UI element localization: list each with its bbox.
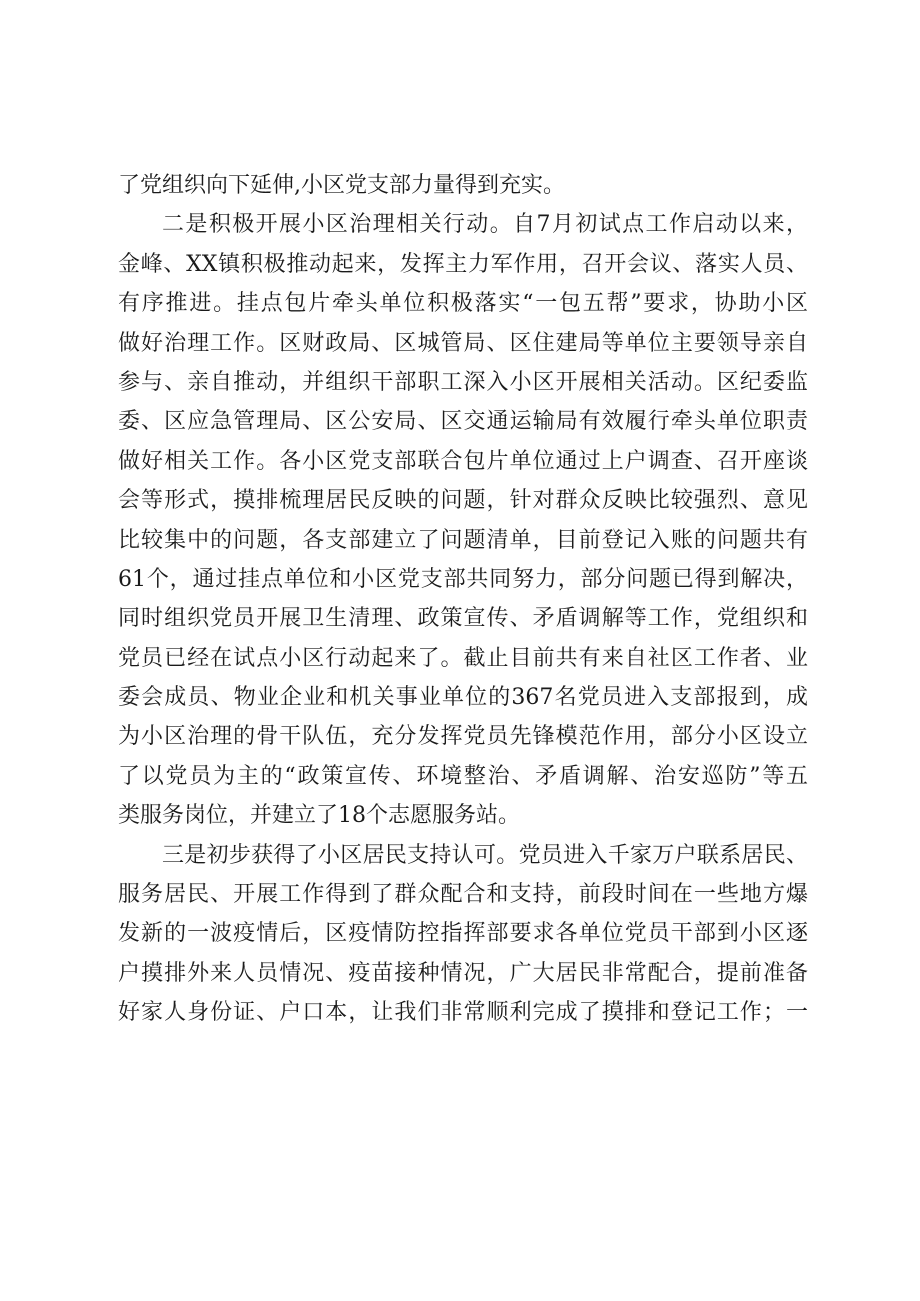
text-line: 为小区治理的骨干队伍，充分发挥党员先锋模范作用，部分小区设立 <box>118 724 808 750</box>
text-line: 了党组织向下延伸,小区党支部力量得到充实。 <box>118 173 565 198</box>
text-line: 金峰、XX镇积极推动起来，发挥主力军作用，召开会议、落实人员、 <box>118 251 808 277</box>
text-line: 发新的一波疫情后，区疫情防控指挥部要求各单位党员干部到小区逐 <box>118 921 808 947</box>
text-line: 党员已经在试点小区行动起来了。截止目前共有来自社区工作者、业 <box>118 645 808 671</box>
text-line: 类服务岗位，并建立了18个志愿服务站。 <box>118 803 520 829</box>
text-line: 委会成员、物业企业和机关事业单位的367名党员进入支部报到，成 <box>118 685 808 711</box>
text-line: 同时组织党员开展卫生清理、政策宣传、矛盾调解等工作，党组织和 <box>118 606 808 632</box>
text-line: 会等形式，摸排梳理居民反映的问题，针对群众反映比较强烈、意见 <box>118 488 808 514</box>
text-line: 61个，通过挂点单位和小区党支部共同努力，部分问题已得到解决， <box>118 566 808 592</box>
text-line: 二是积极开展小区治理相关行动。自7月初试点工作启动以来， <box>162 212 808 238</box>
text-line: 有序推进。挂点包片牵头单位积极落实“一包五帮”要求，协助小区 <box>118 291 808 317</box>
text-line: 比较集中的问题，各支部建立了问题清单，目前登记入账的问题共有 <box>118 527 808 553</box>
text-line: 服务居民、开展工作得到了群众配合和支持，前段时间在一些地方爆 <box>118 882 808 908</box>
text-line: 三是初步获得了小区居民支持认可。党员进入千家万户联系居民、 <box>162 842 808 868</box>
text-line: 做好治理工作。区财政局、区城管局、区住建局等单位主要领导亲自 <box>118 330 808 356</box>
text-line: 委、区应急管理局、区公安局、区交通运输局有效履行牵头单位职责 <box>118 409 808 435</box>
text-line: 户摸排外来人员情况、疫苗接种情况，广大居民非常配合，提前准备 <box>118 960 808 986</box>
text-line: 做好相关工作。各小区党支部联合包片单位通过上户调查、召开座谈 <box>118 448 808 474</box>
text-line: 了以党员为主的“政策宣传、环境整治、矛盾调解、治安巡防”等五 <box>118 763 808 789</box>
text-line: 好家人身份证、户口本，让我们非常顺利完成了摸排和登记工作；一 <box>118 1000 808 1026</box>
document-body <box>118 166 808 1033</box>
text-line: 参与、亲自推动，并组织干部职工深入小区开展相关活动。区纪委监 <box>118 369 808 395</box>
